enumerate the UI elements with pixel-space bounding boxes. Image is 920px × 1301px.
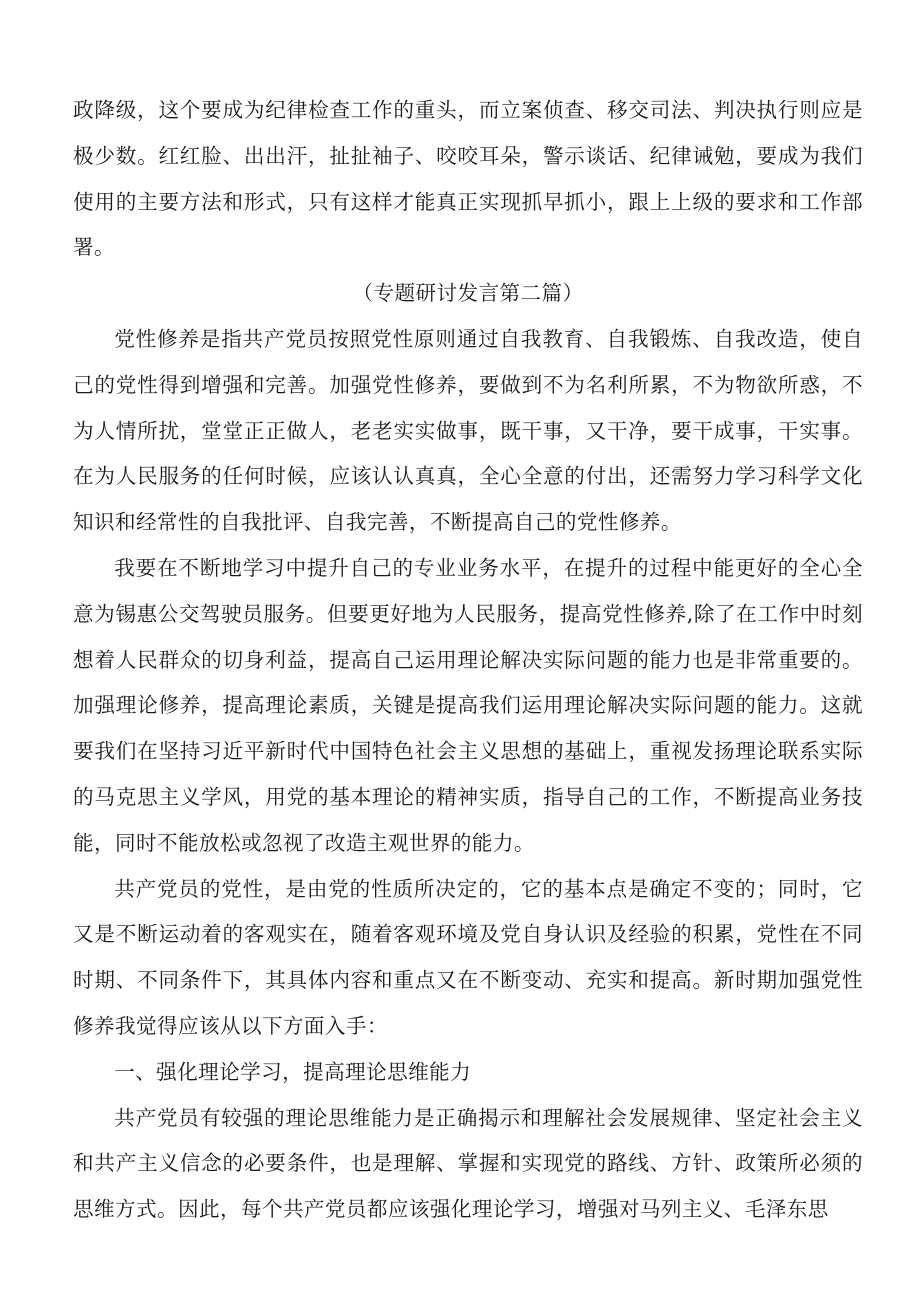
section-heading: （专题研讨发言第二篇） bbox=[352, 281, 584, 306]
paragraph: 党性修养是指共产党员按照党性原则通过自我教育、自我锻炼、自我改造，使自己的党性得到增强和完善。加强党性修养，要做到不为名利所累，不为物欲所惑，不为人情所扰，堂堂正正做人，老老实实做事，既干事，又干净，要干成事，干实事。在为人民服务的任何时候，应该认认真真，全心全意的付出，还需努力学习科学文化知识和经常性的自我批评、自我完善，不断提高自己的党性修养。 bbox=[73, 326, 863, 535]
paragraph: 共产党员有较强的理论思维能力是正确揭示和理解社会发展规律、坚定社会主义和共产主义信念的必要条件，也是理解、掌握和实现党的路线、方针、政策所必须的思维方式。因此，每个共产党员都应该强化理论学习，增强对马列主义、毛泽东思 bbox=[73, 1105, 863, 1222]
paragraph-continuation: 政降级，这个要成为纪律检查工作的重头，而立案侦查、移交司法、判决执行则应是极少数。红红脸、出出汗，扯扯袖子、咬咬耳朵，警示谈话、纪律诫勉，要成为我们使用的主要方法和形式，只有这样才能真正实现抓早抓小，跟上上级的要求和工作部署。 bbox=[73, 98, 863, 260]
subheading: 一、强化理论学习，提高理论思维能力 bbox=[114, 1059, 472, 1084]
paragraph: 我要在不断地学习中提升自己的专业业务水平，在提升的过程中能更好的全心全意为锡惠公交驾驶员服务。但要更好地为人民服务，提高党性修养,除了在工作中时刻想着人民群众的切身利益，提高自己运用理论解决实际问题的能力也是非常重要的。加强理论修养，提高理论素质，关键是提高我们运用理论解决实际问题的能力。这就要我们在坚持习近平新时代中国特色社会主义思想的基础上，重视发扬理论联系实际的马克思主义学风，用党的基本理论的精神实质，指导自己的工作，不断提高业务技能，同时不能放松或忽视了改造主观世界的能力。 bbox=[73, 555, 863, 855]
document-body bbox=[73, 88, 863, 1233]
paragraph: 共产党员的党性，是由党的性质所决定的，它的基本点是确定不变的；同时，它又是不断运动着的客观实在，随着客观环境及党自身认识及经验的积累，党性在不同时期、不同条件下，其具体内容和重点又在不断变动、充实和提高。新时期加强党性修养我觉得应该从以下方面入手： bbox=[73, 876, 863, 1038]
